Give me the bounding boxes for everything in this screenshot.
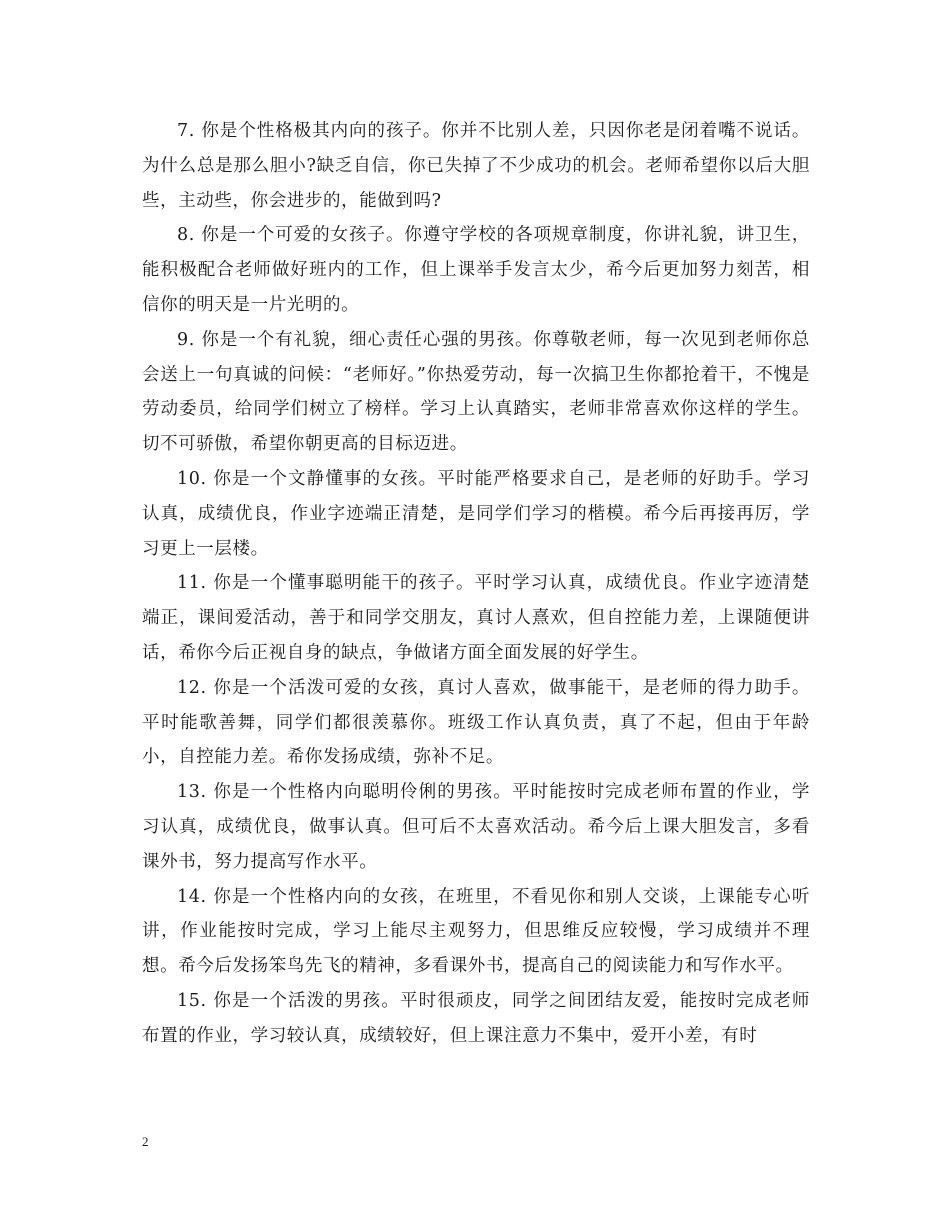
paragraph-15: 15. 你是一个活泼的男孩。平时很顽皮，同学之间团结友爱，能按时完成老师布置的作业，学习较认真，成绩较好，但上课注意力不集中，爱开小差，有时 [142,990,810,1046]
paragraph-10: 10. 你是一个文静懂事的女孩。平时能严格要求自己，是老师的好助手。学习认真，成绩优良，作业字迹端正清楚，是同学们学习的楷模。希今后再接再厉，学习更上一层楼。 [142,468,810,559]
paragraph-13: 13. 你是一个性格内向聪明伶俐的男孩。平时能按时完成老师布置的作业，学习认真，成绩优良，做事认真。但可后不太喜欢活动。希今后上课大胆发言，多看课外书，努力提高写作水平。 [142,782,810,872]
paragraph-8: 8. 你是一个可爱的女孩子。你遵守学校的各项规章制度，你讲礼貌，讲卫生，能积极配合老师做好班内的工作，但上课举手发言太少，希今后更加努力刻苦，相信你的明天是一片光明的。 [142,225,810,315]
paragraph-14: 14. 你是一个性格内向的女孩，在班里，不看见你和别人交谈，上课能专心听讲，作业能按时完成，学习上能尽主观努力，但思维反应较慢，学习成绩并不理想。希今后发扬笨鸟先飞的精神，多看课外书，提高自己的阅读能力和写作水平。 [142,886,810,977]
page-number: 2 [142,1134,149,1149]
paragraph-7: 7. 你是个性格极其内向的孩子。你并不比别人差，只因你老是闭着嘴不说话。为什么总是那么胆小?缺乏自信，你已失掉了不少成功的机会。老师希望你以后大胆些，主动些，你会进步的，能做到吗? [142,121,810,211]
paragraph-12: 12. 你是一个活泼可爱的女孩，真讨人喜欢，做事能干，是老师的得力助手。平时能歌善舞，同学们都很羡慕你。班级工作认真负责，真了不起，但由于年龄小，自控能力差。希你发扬成绩，弥补不足。 [142,677,810,768]
paragraph-9: 9. 你是一个有礼貌，细心责任心强的男孩。你尊敬老师，每一次见到老师你总会送上一句真诚的问候：“老师好。”你热爱劳动，每一次搞卫生你都抢着干，不愧是劳动委员，给同学们树立了榜样。学习上认真踏实，老师非常喜欢你这样的学生。切不可骄傲，希望你朝更高的目标迈进。 [142,329,810,455]
document-body [142,114,810,1054]
paragraph-11: 11. 你是一个懂事聪明能干的孩子。平时学习认真，成绩优良。作业字迹清楚端正，课间爱活动，善于和同学交朋友，真讨人熹欢，但自控能力差，上课随便讲话，希你今后正视自身的缺点，争做诸方面全面发展的好学生。 [142,573,810,663]
